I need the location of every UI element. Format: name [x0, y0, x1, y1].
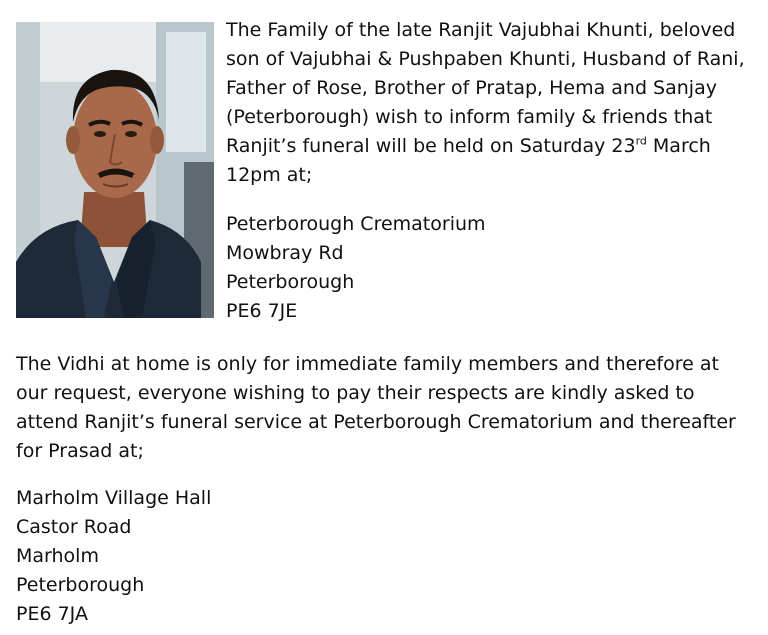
address-line: Peterborough Crematorium: [226, 213, 486, 235]
address-line: Peterborough: [16, 574, 145, 596]
address-line: Castor Road: [16, 516, 132, 538]
vidhi-notice-paragraph: The Vidhi at home is only for immediate family members and therefore at our request, everyone wishing to pay their respects are kindly asked to attend Ranjit’s funeral service at Peterborough Crematorium and thereafter for Prasad at;: [16, 353, 736, 462]
date-ordinal-suffix: rd: [635, 134, 647, 148]
intro-paragraph: [226, 16, 756, 190]
address-line: Peterborough: [226, 271, 355, 293]
portrait-photo: [16, 22, 214, 318]
intro-text: The Family of the late Ranjit Vajubhai Khunti, beloved son of Vajubhai & Pushpaben Khunti, Husband of Rani, Father of Rose, Brother of Pratap, Hema and Sanjay (Peterborough) wish to inform family & friends that Ranjit’s funeral will be held on Saturday 23: [226, 19, 745, 157]
village-hall-address: [16, 484, 211, 629]
address-line: Marholm: [16, 545, 99, 567]
address-line: Mowbray Rd: [226, 242, 344, 264]
address-line: PE6 7JA: [16, 603, 88, 625]
address-line: Marholm Village Hall: [16, 487, 212, 509]
address-line: PE6 7JE: [226, 300, 298, 322]
intro-text-end: March 12pm at;: [226, 135, 711, 186]
crematorium-address: [226, 210, 486, 326]
portrait-illustration: [16, 22, 214, 318]
